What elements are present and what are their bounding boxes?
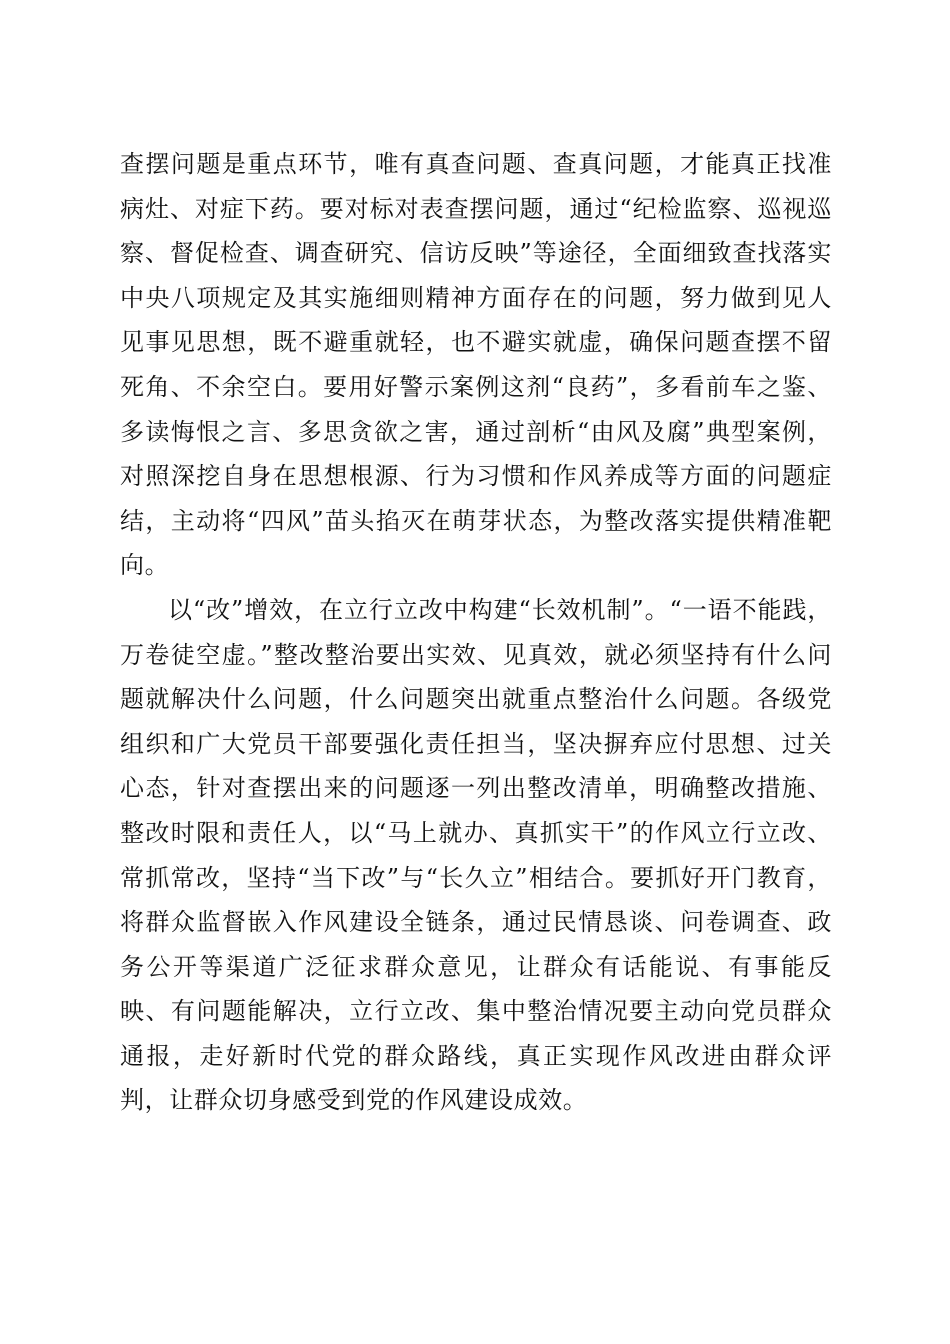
- document-body: [120, 142, 832, 1123]
- paragraph-rectification: 以“改”增效，在立行立改中构建“长效机制”。“一语不能践，万卷徒空虚。”整改整治要出实效、见真效，就必须坚持有什么问题就解决什么问题，什么问题突出就重点整治什么问题。各级党组织和广大党员干部要强化责任担当，坚决摒弃应付思想、过关心态，针对查摆出来的问题逐一列出整改清单，明确整改措施、整改时限和责任人，以“马上就办、真抓实干”的作风立行立改、常抓常改，坚持“当下改”与“长久立”相结合。要抓好开门教育，将群众监督嵌入作风建设全链条，通过民情恳谈、问卷调查、政务公开等渠道广泛征求群众意见，让群众有话能说、有事能反映、有问题能解决，立行立改、集中整治情况要主动向党员群众通报，走好新时代党的群众路线，真正实现作风改进由群众评判，让群众切身感受到党的作风建设成效。: [120, 595, 832, 1115]
- paragraph-problem-checking: 查摆问题是重点环节，唯有真查问题、查真问题，才能真正找准病灶、对症下药。要对标对表查摆问题，通过“纪检监察、巡视巡察、督促检查、调查研究、信访反映”等途径，全面细致查找落实中央八项规定及其实施细则精神方面存在的问题，努力做到见人见事见思想，既不避重就轻，也不避实就虚，确保问题查摆不留死角、不余空白。要用好警示案例这剂“良药”，多看前车之鉴、多读悔恨之言、多思贪欲之害，通过剖析“由风及腐”典型案例，对照深挖自身在思想根源、行为习惯和作风养成等方面的问题症结，主动将“四风”苗头掐灭在萌芽状态，为整改落实提供精准靶向。: [120, 150, 832, 580]
